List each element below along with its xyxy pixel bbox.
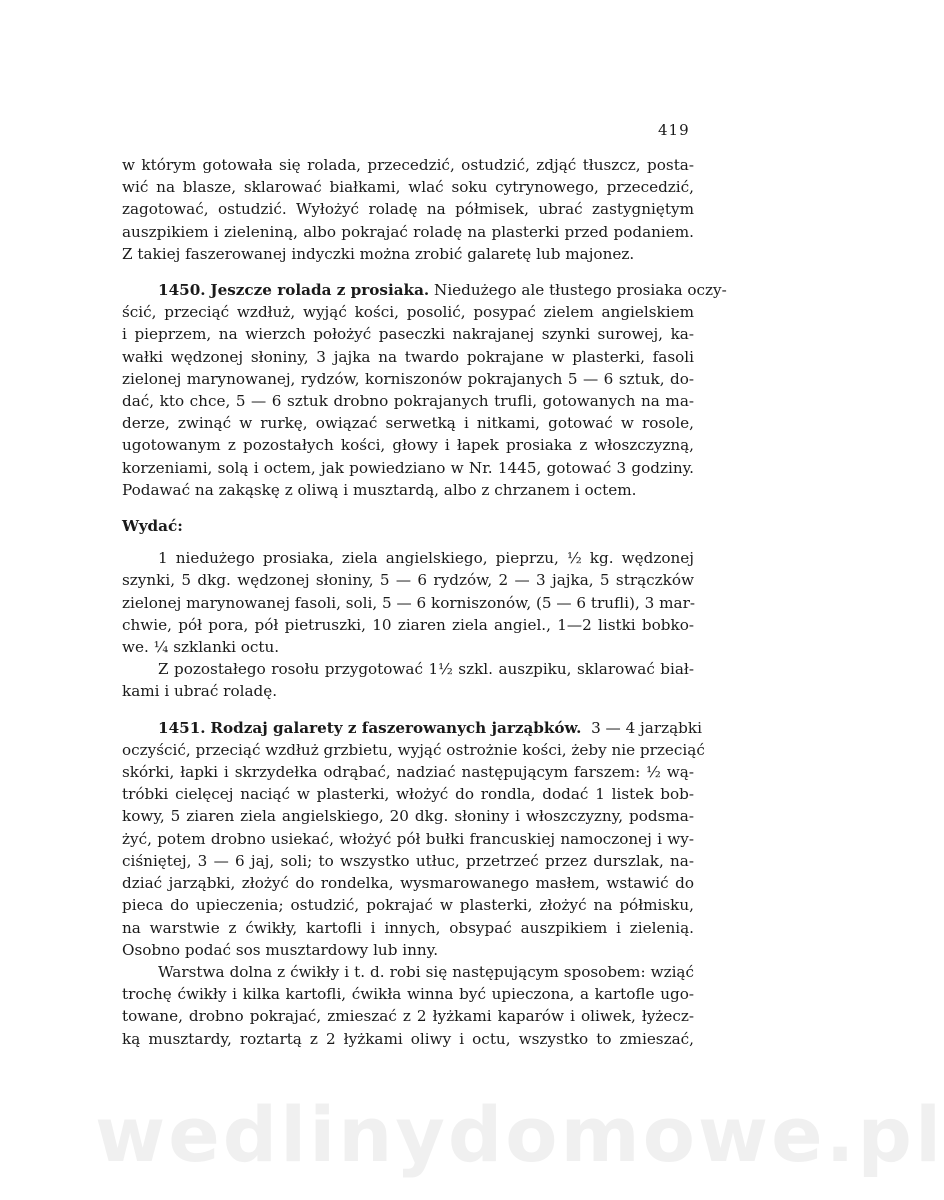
recipe-number: 1451.: [158, 718, 206, 737]
text-line: tróbki cielęcej naciąć w plasterki, włożyć do rondla, dodać 1 listek bob-: [122, 785, 694, 804]
recipe-title: Jeszcze rolada z prosiaka.: [210, 281, 430, 300]
text-line: wić na blasze, sklarować białkami, wlać soku cytrynowego, przecedzić,: [122, 178, 694, 197]
text-line: zielonej marynowanej, rydzów, korniszonów pokrajanych 5 — 6 sztuk, do-: [122, 369, 694, 388]
ingredients-heading: [122, 515, 694, 537]
text-line: kami i ubrać roladę.: [122, 682, 278, 701]
text-fragment: Niedużego ale tłustego prosiaka oczy-: [434, 281, 727, 300]
text-line: derze, zwinąć w rurkę, owiązać serwetką i nitkami, gotować w rosole,: [122, 414, 694, 433]
text-line: chwie, pół pora, pół pietruszki, 10 ziaren ziela angiel., 1—2 listki bobko-: [122, 615, 694, 634]
page-number: 419: [658, 121, 690, 139]
recipe-number: 1450.: [158, 281, 206, 300]
text-line: ścić, przeciąć wzdłuż, wyjąć kości, posolić, posypać zielem angielskiem: [122, 303, 694, 322]
watermark: wedlinydomowe.pl: [95, 1090, 944, 1179]
text-line: szynki, 5 dkg. wędzonej słoniny, 5 — 6 rydzów, 2 — 3 jajka, 5 strączków: [122, 571, 694, 590]
text-line: w którym gotowała się rolada, przecedzić, ostudzić, zdjąć tłuszcz, posta-: [122, 156, 694, 174]
recipe-heading-line: [122, 717, 702, 739]
text-line: na warstwie z ćwikły, kartofli i innych, obsypać auszpikiem i zielenią.: [122, 918, 694, 937]
recipe-title: Rodzaj galarety z faszerowanych jarząbków.: [210, 718, 582, 737]
text-line: ciśniętej, 3 — 6 jaj, soli; to wszystko utłuc, przetrzeć przez durszlak, na-: [122, 851, 694, 870]
text-line: oczyścić, przeciąć wzdłuż grzbietu, wyjąć ostrożnie kości, żeby nie przeciąć: [122, 740, 705, 759]
text-line: Podawać na zakąskę z oliwą i musztardą, albo z chrzanem i octem.: [122, 480, 637, 499]
text-line: zagotować, ostudzić. Wyłożyć roladę na półmisek, ubrać zastygniętym: [122, 200, 694, 219]
text-line: Z takiej faszerowanej indyczki można zrobić galaretę lub majonez.: [122, 244, 635, 263]
text-line: zielonej marynowanej fasoli, soli, 5 — 6 korniszonów, (5 — 6 trufli), 3 mar-: [122, 593, 695, 612]
recipe-1450: [122, 279, 727, 501]
text-line: ugotowanym z pozostałych kości, głowy i łapek prosiaka z włoszczyzną,: [122, 436, 694, 455]
ingredients-section: [122, 515, 694, 703]
text-line: pieca do upieczenia; ostudzić, pokrajać w plasterki, złożyć na półmisku,: [122, 896, 694, 915]
text-line: 1 niedużego prosiaka, ziela angielskiego, pieprzu, ½ kg. wędzonej: [158, 549, 694, 568]
text-line: Z pozostałego rosołu przygotować 1½ szkl. auszpiku, sklarować biał-: [158, 660, 694, 679]
text-line: Osobno podać sos musztardowy lub inny.: [122, 940, 439, 959]
text-line: żyć, potem drobno usiekać, włożyć pół bułki francuskiej namoczonej i wy-: [122, 829, 694, 848]
text-line: skórki, łapki i skrzydełka odrąbać, nadziać następującym farszem: ½ wą-: [122, 763, 694, 782]
text-line: i pieprzem, na wierzch położyć paseczki nakrajanej szynki surowej, ka-: [122, 325, 694, 344]
text-fragment: 3 — 4 jarząbki: [591, 718, 702, 737]
recipe-heading-line: [122, 279, 727, 301]
text-line: wałki wędzonej słoniny, 3 jajka na twardo pokrajane w plasterki, fasoli: [122, 347, 694, 366]
ingredients-heading-text: Wydać:: [122, 517, 183, 536]
text-line: dziać jarząbki, złożyć do rondelka, wysmarowanego masłem, wstawić do: [122, 874, 694, 893]
text-line: dać, kto chce, 5 — 6 sztuk drobno pokrajanych trufli, gotowanych na ma-: [122, 392, 694, 411]
text-line: we. ¼ szklanki octu.: [122, 638, 280, 657]
text-line: Warstwa dolna z ćwikły i t. d. robi się następującym sposobem: wziąć: [158, 962, 694, 981]
continuation-paragraph: [122, 154, 694, 265]
recipe-1451: [122, 717, 705, 1050]
page-body: [122, 154, 727, 1050]
text-line: ką musztardy, roztartą z 2 łyżkami oliwy i octu, wszystko to zmieszać,: [122, 1029, 694, 1048]
text-line: towane, drobno pokrajać, zmieszać z 2 łyżkami kaparów i oliwek, łyżecz-: [122, 1007, 694, 1026]
text-line: korzeniami, solą i octem, jak powiedziano w Nr. 1445, gotować 3 godziny.: [122, 458, 694, 477]
text-line: auszpikiem i zieleniną, albo pokrajać roladę na plasterki przed podaniem.: [122, 222, 694, 241]
text-line: kowy, 5 ziaren ziela angielskiego, 20 dkg. słoniny i włoszczyzny, podsma-: [122, 807, 694, 826]
text-line: trochę ćwikły i kilka kartofli, ćwikła winna być upieczona, a kartofle ugo-: [122, 985, 694, 1004]
